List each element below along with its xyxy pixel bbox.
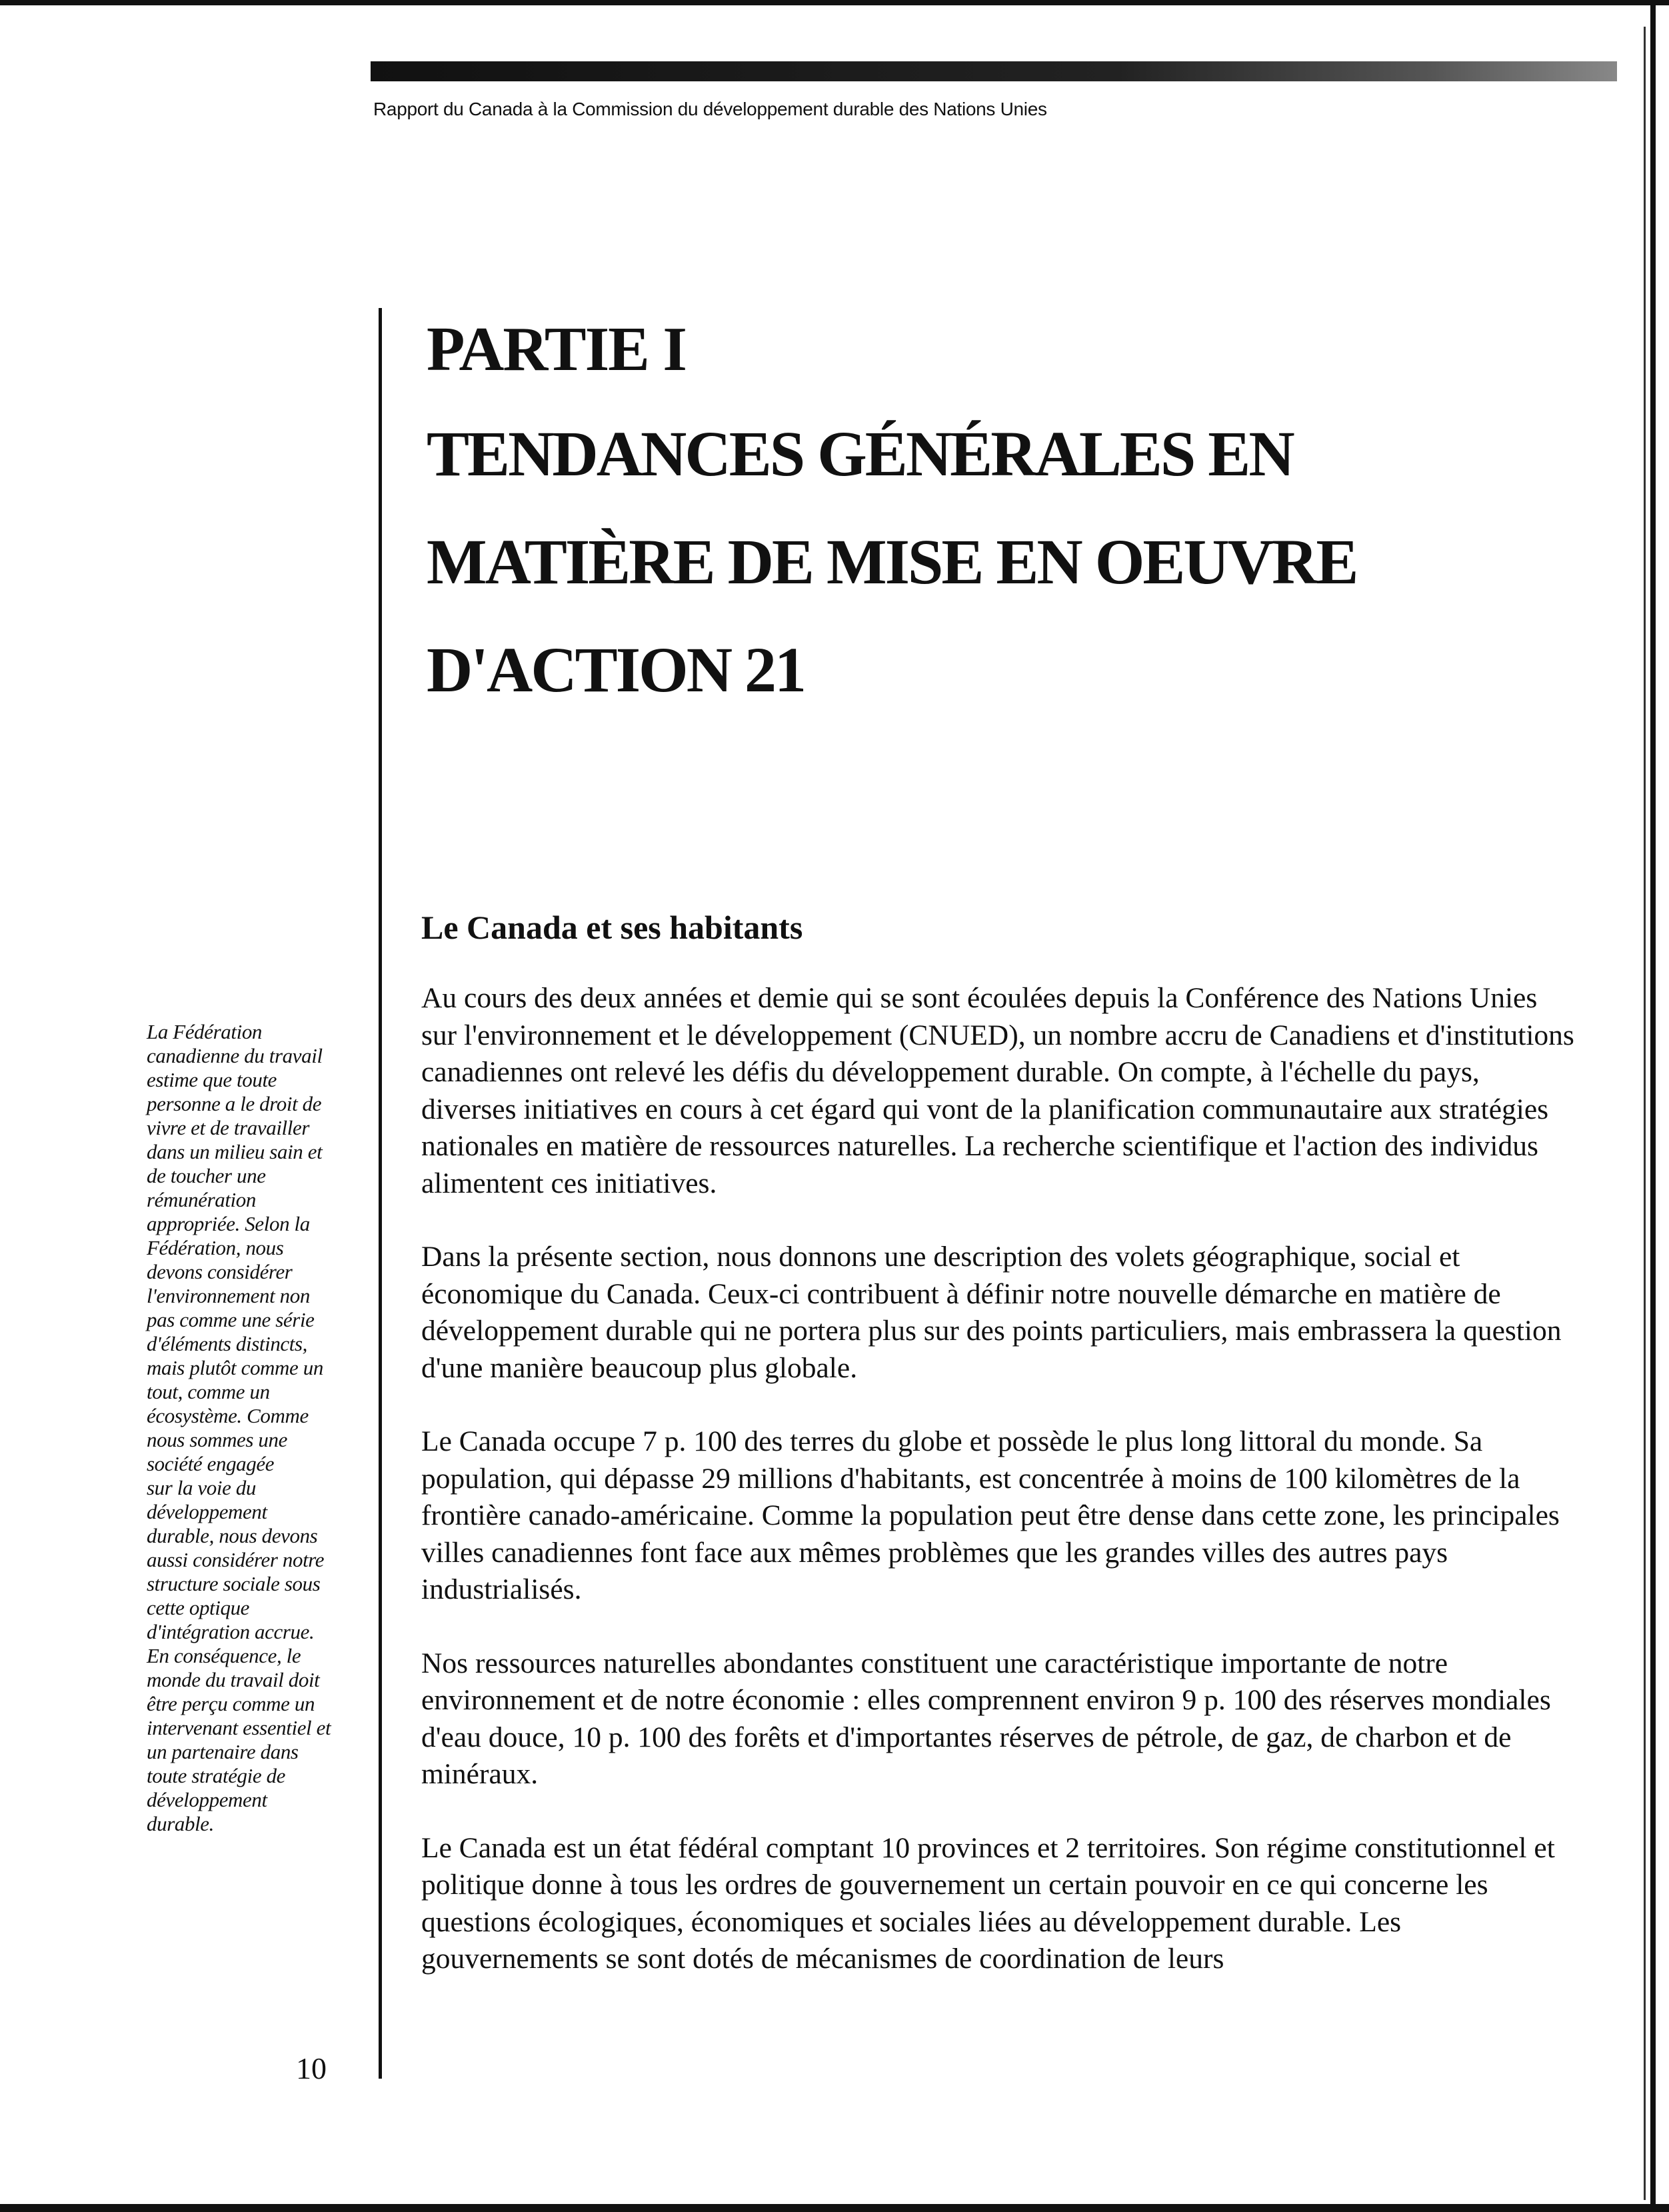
sidebar-line: vivre et de travailler — [147, 1116, 309, 1139]
sidebar-line: rémunération — [147, 1188, 256, 1211]
part-label: PARTIE I — [427, 315, 686, 384]
sidebar-line: écosystème. Comme — [147, 1404, 309, 1427]
sidebar-quote — [147, 1020, 367, 1836]
vertical-divider — [379, 308, 382, 2079]
sidebar-line: mais plutôt comme un — [147, 1356, 323, 1379]
sidebar-line: être perçu comme un — [147, 1692, 315, 1715]
scan-border-top — [0, 0, 1669, 5]
chapter-title-line: D'ACTION 21 — [427, 634, 805, 705]
running-header: Rapport du Canada à la Commission du développement durable des Nations Unies — [373, 99, 1047, 119]
sidebar-line: La Fédération — [147, 1020, 263, 1043]
sidebar-line: d'intégration accrue. — [147, 1620, 315, 1643]
sidebar-line: tout, comme un — [147, 1380, 270, 1403]
sidebar-line: développement — [147, 1788, 267, 1811]
sidebar-line: l'environnement non — [147, 1284, 310, 1307]
sidebar-line: devons considérer — [147, 1260, 293, 1283]
body-paragraph: Le Canada est un état fédéral comptant 10 provinces et 2 territoires. Son régime constitutionnel et politique donne à tous les ordres de gouvernement un certain pouvoir en ce qui concerne les questions écologiques, économiques et sociales liées au développement durable. Les gouvernements se sont dotés de mécanismes de coordination de leurs — [421, 1831, 1555, 1975]
scan-border-right — [1650, 0, 1656, 2212]
section-heading: Le Canada et ses habitants — [421, 909, 803, 946]
body-paragraph: Nos ressources naturelles abondantes constituent une caractéristique importante de notre environnement et de notre économie : elles comprennent environ 9 p. 100 des réserves mondiales d'eau douce, 10 p. 100 des forêts et d'importantes réserves de pétrole, de gaz, de charbon et de minéraux. — [421, 1647, 1551, 1790]
sidebar-line: d'éléments distincts, — [147, 1332, 308, 1355]
sidebar-line: durable, nous devons — [147, 1524, 318, 1547]
sidebar-line: cette optique — [147, 1596, 250, 1619]
sidebar-line: de toucher une — [147, 1164, 266, 1187]
scan-border-bottom — [0, 2204, 1669, 2212]
sidebar-line: durable. — [147, 1812, 214, 1835]
sidebar-line: toute stratégie de — [147, 1764, 286, 1787]
sidebar-line: pas comme une série — [147, 1308, 315, 1331]
sidebar-line: canadienne du travail — [147, 1044, 323, 1067]
body-paragraph: Au cours des deux années et demie qui se sont écoulées depuis la Conférence des Nations Unies sur l'environnement et le développement (CNUED), un nombre accru de Canadiens et d'institutions canadiennes ont relevé les défis du développement durable. On compte, à l'échelle du pays, diverses initiatives en cours à cet égard qui vont de la planification communautaire aux stratégies nationales en matière de ressources naturelles. La recherche scientifique et l'action des individus alimentent ces initiatives. — [421, 982, 1574, 1199]
sidebar-line: En conséquence, le — [147, 1644, 301, 1667]
header-rule-bar — [371, 61, 1617, 81]
page-number: 10 — [296, 2051, 327, 2085]
body-paragraph: Le Canada occupe 7 p. 100 des terres du globe et possède le plus long littoral du monde. Sa population, qui dépasse 29 millions d'habitants, est concentrée à moins de 100 kilomètres de la frontière canado-américaine. Comme la population peut être dense dans cette zone, les principales villes canadiennes font face aux mêmes problèmes que les grandes villes des autres pays industrialisés. — [421, 1425, 1560, 1605]
sidebar-line: aussi considérer notre — [147, 1548, 325, 1571]
sidebar-line: société engagée — [147, 1452, 275, 1475]
sidebar-line: Fédération, nous — [147, 1236, 284, 1259]
sidebar-line: un partenaire dans — [147, 1740, 299, 1763]
sidebar-line: intervenant essentiel et — [147, 1716, 331, 1739]
sidebar-line: dans un milieu sain et — [147, 1140, 323, 1163]
sidebar-line: personne a le droit de — [147, 1092, 322, 1115]
scan-border-right-inner — [1644, 27, 1646, 2200]
sidebar-line: appropriée. Selon la — [147, 1212, 310, 1235]
sidebar-line: développement — [147, 1500, 267, 1523]
sidebar-line: structure sociale sous — [147, 1572, 321, 1595]
chapter-title-line: TENDANCES GÉNÉRALES EN — [427, 418, 1293, 489]
body-text — [421, 980, 1578, 2015]
chapter-title — [427, 400, 1560, 724]
sidebar-line: estime que toute — [147, 1068, 277, 1091]
chapter-title-line: MATIÈRE DE MISE EN OEUVRE — [427, 526, 1357, 597]
body-paragraph: Dans la présente section, nous donnons une description des volets géographique, social et économique du Canada. Ceux-ci contribuent à définir notre nouvelle démarche en matière de développement durable qui ne portera plus sur des points particuliers, mais embrassera la question d'une manière beaucoup plus globale. — [421, 1241, 1562, 1384]
sidebar-line: nous sommes une — [147, 1428, 287, 1451]
sidebar-line: monde du travail doit — [147, 1668, 320, 1691]
sidebar-line: sur la voie du — [147, 1476, 257, 1499]
